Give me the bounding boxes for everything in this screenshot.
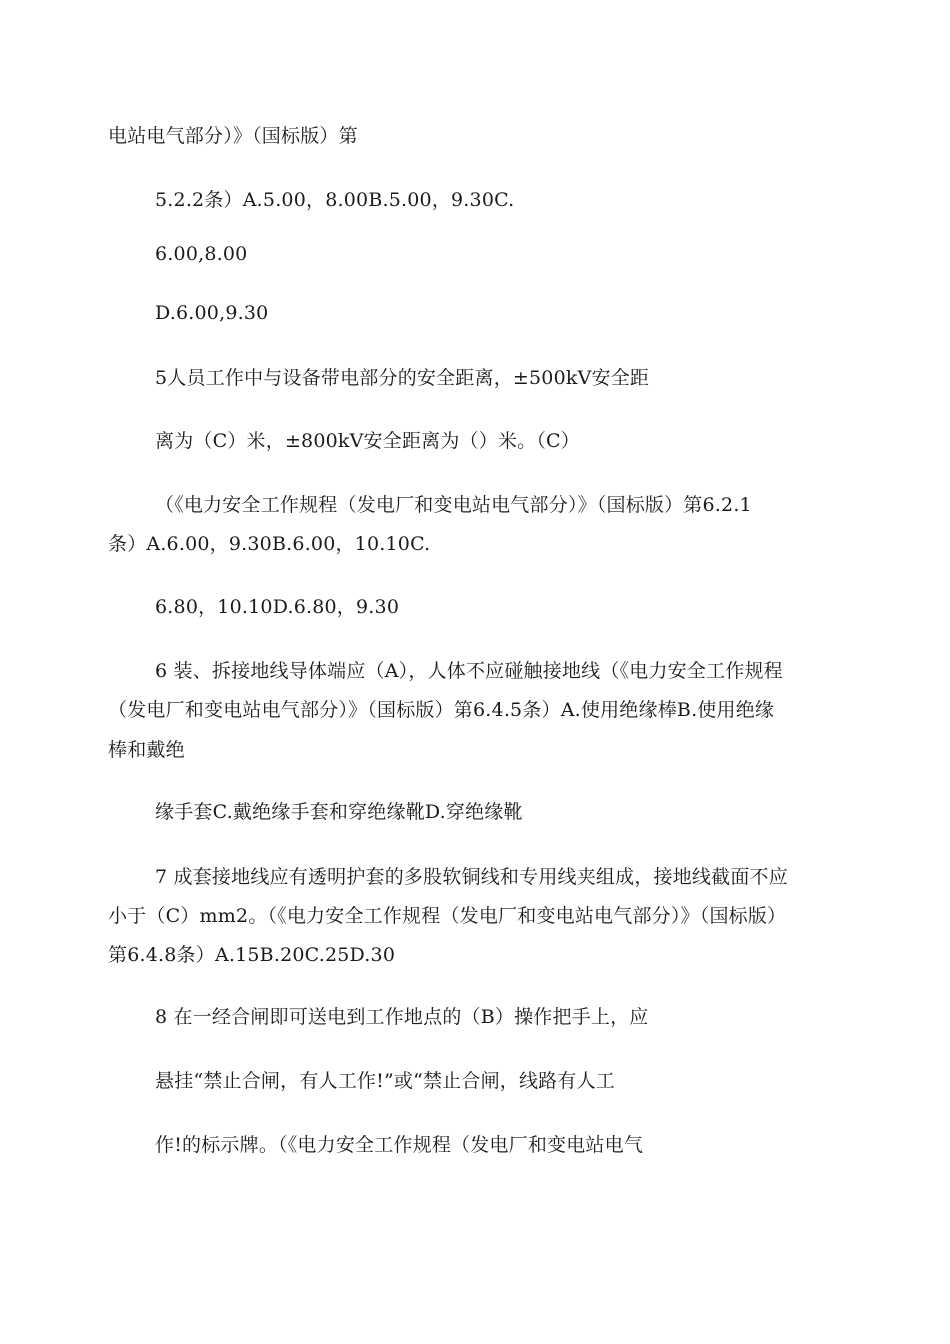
text-line-4: D.6.00,9.30 [155,302,269,324]
text-line-7: （《电力安全工作规程（发电厂和变电站电气部分）》（国标版）第6.2.1 [155,494,752,516]
text-line-17: 8 在一经合闸即可送电到工作地点的（B）操作把手上，应 [155,1006,649,1028]
text-line-6: 离为（C）米，±800kV安全距离为（）米。（C） [155,430,580,452]
text-line-11: （发电厂和变电站电气部分）》（国标版）第6.4.5条）A.使用绝缘棒B.使用绝缘 [108,699,775,721]
text-line-3: 6.00,8.00 [155,243,248,265]
text-line-5: 5人员工作中与设备带电部分的安全距离，±500kV安全距 [155,367,650,389]
text-line-15: 小于（C）mm2。（《电力安全工作规程（发电厂和变电站电气部分）》（国标版） [108,905,787,927]
text-line-18: 悬挂“禁止合闸，有人工作!”或“禁止合闸，线路有人工 [155,1070,615,1092]
text-line-1: 电站电气部分）》（国标版）第 [108,125,358,147]
text-line-19: 作!的标示牌。（《电力安全工作规程（发电厂和变电站电气 [155,1134,644,1156]
text-line-12: 棒和戴绝 [108,739,185,761]
text-line-2: 5.2.2条）A.5.00，8.00B.5.00，9.30C. [155,189,515,211]
text-line-14: 7 成套接地线应有透明护套的多股软铜线和专用线夹组成，接地线截面不应 [155,866,788,888]
text-line-8: 条）A.6.00，9.30B.6.00，10.10C. [108,533,431,555]
text-line-9: 6.80，10.10D.6.80，9.30 [155,596,400,618]
text-line-13: 缘手套C.戴绝缘手套和穿绝缘靴D.穿绝缘靴 [155,801,523,823]
text-line-16: 第6.4.8条）A.15B.20C.25D.30 [108,944,396,966]
text-line-10: 6 装、拆接地线导体端应（A），人体不应碰触接地线（《电力安全工作规程 [155,660,783,682]
